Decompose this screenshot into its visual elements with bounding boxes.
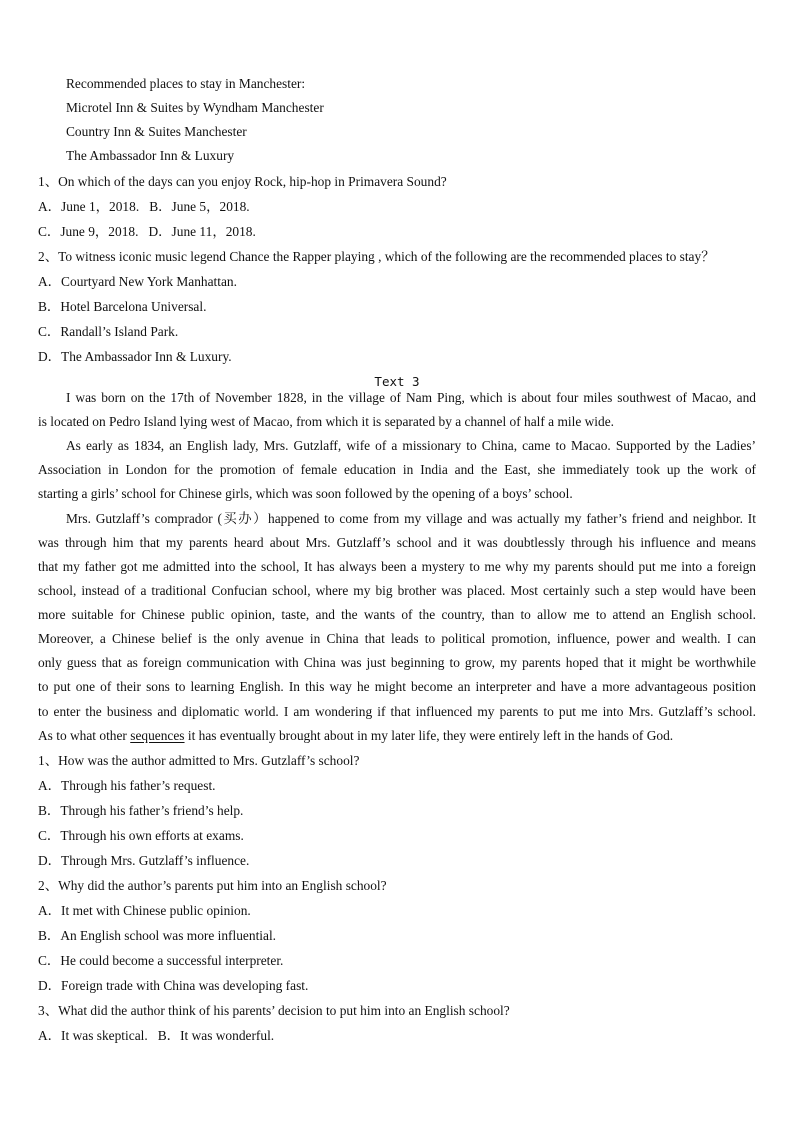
option: A．It met with Chinese public opinion. xyxy=(38,903,251,918)
paragraph-line: Association in London for the promotion of female education in India and the East, she immediately took up the work of xyxy=(38,462,756,477)
paragraph-line: Moreover, a Chinese belief is the only avenue in China that leads to political promotion, influence, power and wealth. I can xyxy=(38,631,756,646)
paragraph-line: Mrs. Gutzlaff’s comprador (买办）happened to come from my village and was actually my father’s friend and neighbor. It xyxy=(66,511,756,526)
question-options: A．June 1，2018. B．June 5，2018. xyxy=(38,199,250,214)
option: C．Randall’s Island Park. xyxy=(38,324,179,339)
question-text: 3、What did the author think of his parents’ decision to put him into an English school? xyxy=(38,1003,510,1018)
option: A．Courtyard New York Manhattan. xyxy=(38,274,237,289)
option: D．Through Mrs. Gutzlaff’s influence. xyxy=(38,853,250,868)
paragraph-line: only guess that as foreign communication with China was just beginning to grow, my parents hoped that it might be worthwhile xyxy=(38,655,756,670)
question-text: 1、How was the author admitted to Mrs. Gutzlaff’s school? xyxy=(38,753,360,768)
option: C．He could become a successful interpreter. xyxy=(38,953,284,968)
section-title: Text 3 xyxy=(374,374,420,389)
option: A．Through his father’s request. xyxy=(38,778,216,793)
option: C．Through his own efforts at exams. xyxy=(38,828,244,843)
option: D．Foreign trade with China was developing fast. xyxy=(38,978,309,993)
question-text: 2、Why did the author’s parents put him into an English school? xyxy=(38,878,387,893)
paragraph-line: that my father got me admitted into the school, It has always been a mystery to me why my parents should put me into a foreign xyxy=(38,559,756,574)
question-text: 2、To witness iconic music legend Chance the Rapper playing , which of the following are the recommended places to stay？ xyxy=(38,249,715,264)
hotels-heading: Recommended places to stay in Manchester: xyxy=(66,76,306,91)
hotel-item: Country Inn & Suites Manchester xyxy=(66,124,247,139)
paragraph-line: to enter the business and diplomatic world. I am wondering if that influenced my parents to put me into Mrs. Gutzlaff’s school. xyxy=(38,704,756,719)
hotel-item: Microtel Inn & Suites by Wyndham Manchester xyxy=(66,100,324,115)
option: B．An English school was more influential. xyxy=(38,928,277,943)
paragraph-line: to put one of their sons to learning English. In this way he might become an interpreter and have a more advantageous position xyxy=(38,679,756,694)
paragraph-line: As early as 1834, an English lady, Mrs. Gutzlaff, wife of a missionary to China, came to Macao. Supported by the Ladies’ xyxy=(66,438,756,453)
paragraph-line: was through him that my parents heard about Mrs. Gutzlaff’s school and it was doubtlessly through his influence and means xyxy=(38,535,756,550)
option: B．Hotel Barcelona Universal. xyxy=(38,299,207,314)
paragraph-line: I was born on the 17th of November 1828, in the village of Nam Ping, which is about four miles southwest of Macao, and xyxy=(66,390,756,405)
question-text: 1、On which of the days can you enjoy Rock, hip-hop in Primavera Sound? xyxy=(38,174,447,189)
hotel-item: The Ambassador Inn & Luxury xyxy=(66,148,235,163)
paragraph-line: school, instead of a traditional Confucian school, where my big brother was placed. Most certainly such a step would have been xyxy=(38,583,756,598)
question-options: C．June 9，2018. D．June 11，2018. xyxy=(38,224,256,239)
text-run: As to what other xyxy=(38,728,131,743)
text-run: it has eventually brought about in my later life, they were entirely left in the hands of God. xyxy=(184,728,674,743)
paragraph-line xyxy=(38,727,756,745)
option: D．The Ambassador Inn & Luxury. xyxy=(38,349,232,364)
underlined-word: sequences xyxy=(130,728,185,743)
option: B．Through his father’s friend’s help. xyxy=(38,803,244,818)
paragraph-line: starting a girls’ school for Chinese girls, which was soon followed by the opening of a boys’ school. xyxy=(38,486,573,501)
question-options: A．It was skeptical. B．It was wonderful. xyxy=(38,1028,275,1043)
paragraph-line: more suitable for Chinese public opinion, taste, and the wants of the country, than to allow me to attend an English school. xyxy=(38,607,756,622)
paragraph-line: is located on Pedro Island lying west of Macao, from which it is separated by a channel of half a mile wide. xyxy=(38,414,614,429)
